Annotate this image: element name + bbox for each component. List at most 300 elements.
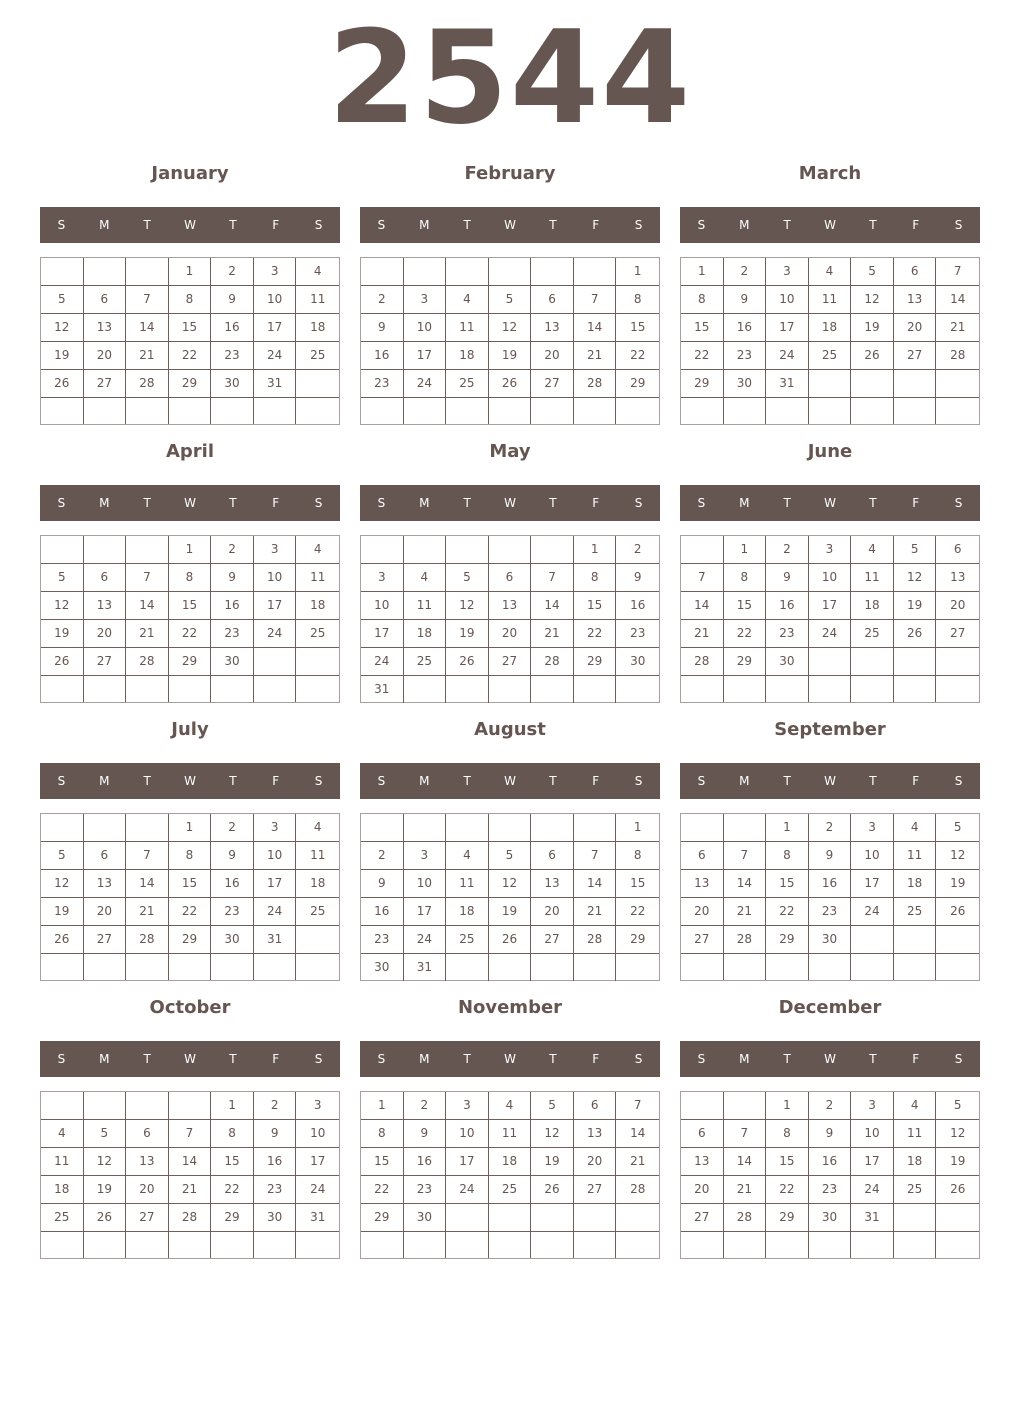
day-cell [489, 954, 532, 981]
weekday-label: S [634, 1052, 643, 1066]
day-cell: 19 [531, 1148, 574, 1176]
day-cell: 8 [616, 842, 659, 870]
day-cell [211, 676, 254, 702]
day-cell: 4 [446, 286, 489, 314]
month-title: December [778, 997, 882, 1018]
day-cell [169, 1092, 212, 1120]
day-cell: 11 [296, 286, 339, 314]
day-grid [680, 535, 980, 703]
day-cell: 15 [616, 314, 659, 342]
day-cell: 20 [84, 342, 127, 370]
day-cell: 10 [851, 1120, 894, 1148]
day-cell: 24 [296, 1176, 339, 1204]
day-cell: 25 [446, 926, 489, 954]
day-cell: 3 [254, 258, 297, 286]
day-cell: 19 [489, 898, 532, 926]
day-cell: 19 [489, 342, 532, 370]
day-cell [574, 1204, 617, 1232]
weekday-label: F [912, 496, 920, 510]
day-cell [84, 954, 127, 980]
day-cell: 4 [41, 1120, 84, 1148]
day-cell: 5 [84, 1120, 127, 1148]
day-cell: 31 [254, 370, 297, 398]
day-cell: 17 [254, 870, 297, 898]
day-cell [254, 648, 297, 676]
day-cell [84, 1092, 127, 1120]
month-title: July [171, 719, 209, 740]
day-cell: 26 [489, 926, 532, 954]
day-cell: 24 [361, 648, 404, 676]
day-cell: 27 [574, 1176, 617, 1204]
day-cell: 24 [254, 342, 297, 370]
day-cell: 3 [446, 1092, 489, 1120]
day-cell: 22 [616, 898, 659, 926]
weekday-label: T [463, 1052, 471, 1066]
weekday-label: W [504, 496, 516, 510]
weekday-label: T [783, 496, 791, 510]
day-cell: 19 [446, 620, 489, 648]
day-cell: 13 [84, 314, 127, 342]
weekday-label: S [954, 496, 963, 510]
weekday-label: T [463, 774, 471, 788]
day-cell: 5 [41, 842, 84, 870]
day-cell: 10 [361, 592, 404, 620]
day-cell: 12 [41, 870, 84, 898]
day-cell [169, 676, 212, 702]
day-cell: 11 [489, 1120, 532, 1148]
day-cell: 28 [126, 648, 169, 676]
day-cell: 29 [616, 926, 659, 954]
day-cell: 21 [126, 342, 169, 370]
day-cell: 14 [126, 870, 169, 898]
month-title: September [774, 719, 886, 740]
day-cell: 22 [724, 620, 767, 648]
day-cell: 14 [724, 870, 767, 898]
day-cell: 15 [724, 592, 767, 620]
day-cell [41, 814, 84, 842]
day-cell: 28 [574, 370, 617, 398]
weekday-header [40, 207, 340, 243]
day-cell: 20 [531, 898, 574, 926]
day-cell: 8 [724, 564, 767, 592]
weekday-label: S [697, 496, 706, 510]
day-cell: 20 [894, 314, 937, 342]
weekday-label: T [463, 218, 471, 232]
weekday-label: M [739, 774, 750, 788]
day-cell: 29 [766, 926, 809, 954]
day-cell [361, 258, 404, 286]
day-cell: 13 [936, 564, 979, 592]
day-cell [531, 676, 574, 703]
day-cell [84, 814, 127, 842]
day-cell [851, 370, 894, 398]
weekday-label: W [504, 774, 516, 788]
day-cell: 18 [894, 870, 937, 898]
day-cell [296, 926, 339, 954]
weekday-label: W [824, 1052, 836, 1066]
day-cell: 31 [254, 926, 297, 954]
day-cell: 7 [724, 1120, 767, 1148]
day-cell [936, 1232, 979, 1258]
day-cell: 28 [169, 1204, 212, 1232]
month-title: October [149, 997, 231, 1018]
day-cell: 16 [254, 1148, 297, 1176]
weekday-label: S [57, 774, 66, 788]
weekday-label: W [824, 218, 836, 232]
day-cell: 1 [616, 258, 659, 286]
day-cell: 8 [681, 286, 724, 314]
day-cell: 25 [41, 1204, 84, 1232]
weekday-label: S [634, 774, 643, 788]
weekday-label: F [272, 774, 280, 788]
day-cell [404, 814, 447, 842]
day-cell: 12 [531, 1120, 574, 1148]
day-cell [724, 814, 767, 842]
day-cell: 8 [211, 1120, 254, 1148]
day-cell: 14 [126, 592, 169, 620]
weekday-label: F [592, 218, 600, 232]
day-cell: 15 [766, 1148, 809, 1176]
day-cell [446, 676, 489, 703]
day-cell: 18 [404, 620, 447, 648]
weekday-header [40, 1041, 340, 1077]
day-cell: 16 [724, 314, 767, 342]
day-cell [936, 648, 979, 676]
weekday-label: F [272, 218, 280, 232]
day-cell: 24 [404, 926, 447, 954]
day-cell: 20 [681, 898, 724, 926]
day-cell [41, 954, 84, 980]
day-cell: 16 [766, 592, 809, 620]
day-cell: 11 [894, 842, 937, 870]
day-cell [84, 1232, 127, 1258]
weekday-label: T [229, 774, 237, 788]
day-cell [616, 1204, 659, 1232]
weekday-label: F [592, 496, 600, 510]
day-cell: 26 [41, 370, 84, 398]
weekday-label: S [314, 774, 323, 788]
month-title: June [807, 441, 853, 462]
month-title: January [151, 163, 229, 184]
day-cell: 15 [169, 592, 212, 620]
day-cell: 26 [851, 342, 894, 370]
day-cell: 11 [894, 1120, 937, 1148]
weekday-label: T [143, 218, 151, 232]
day-cell: 21 [724, 898, 767, 926]
day-cell: 18 [296, 870, 339, 898]
day-cell: 12 [84, 1148, 127, 1176]
day-cell [84, 398, 127, 424]
day-cell: 31 [404, 954, 447, 981]
weekday-label: W [504, 218, 516, 232]
day-cell [446, 398, 489, 424]
day-cell [41, 536, 84, 564]
day-cell [766, 1232, 809, 1258]
month-title: April [165, 441, 215, 462]
day-cell: 29 [574, 648, 617, 676]
weekday-label: T [549, 496, 557, 510]
day-cell: 29 [169, 926, 212, 954]
day-cell: 3 [766, 258, 809, 286]
day-cell: 9 [361, 314, 404, 342]
day-cell: 9 [211, 564, 254, 592]
day-cell [446, 258, 489, 286]
day-cell: 28 [681, 648, 724, 676]
day-cell: 31 [851, 1204, 894, 1232]
day-cell: 13 [894, 286, 937, 314]
day-cell: 11 [296, 842, 339, 870]
day-cell: 22 [169, 898, 212, 926]
day-cell: 26 [84, 1204, 127, 1232]
day-cell [446, 1204, 489, 1232]
day-cell: 30 [766, 648, 809, 676]
weekday-label: M [419, 774, 430, 788]
weekday-label: S [377, 1052, 386, 1066]
day-cell: 3 [404, 842, 447, 870]
day-cell [681, 954, 724, 980]
day-cell [254, 954, 297, 980]
day-cell: 2 [211, 258, 254, 286]
day-cell [126, 814, 169, 842]
weekday-label: W [824, 496, 836, 510]
day-cell: 2 [211, 536, 254, 564]
day-cell: 17 [361, 620, 404, 648]
day-cell: 5 [489, 286, 532, 314]
day-cell: 8 [766, 842, 809, 870]
day-cell: 20 [84, 898, 127, 926]
day-cell: 10 [254, 286, 297, 314]
weekday-label: T [229, 496, 237, 510]
day-cell [296, 676, 339, 702]
weekday-label: F [272, 1052, 280, 1066]
weekday-label: S [57, 1052, 66, 1066]
day-cell: 30 [254, 1204, 297, 1232]
day-cell [574, 258, 617, 286]
day-cell [936, 370, 979, 398]
day-cell: 29 [724, 648, 767, 676]
day-grid [40, 813, 340, 981]
day-cell [84, 258, 127, 286]
day-cell [681, 1092, 724, 1120]
day-cell: 14 [574, 870, 617, 898]
day-cell: 23 [361, 926, 404, 954]
weekday-label: T [143, 496, 151, 510]
day-cell: 17 [254, 592, 297, 620]
weekday-label: M [99, 774, 110, 788]
day-cell: 17 [809, 592, 852, 620]
day-cell: 4 [894, 1092, 937, 1120]
day-cell: 21 [616, 1148, 659, 1176]
day-grid [360, 535, 660, 703]
day-cell [41, 676, 84, 702]
day-cell: 6 [681, 1120, 724, 1148]
day-cell [724, 1092, 767, 1120]
month-title: February [464, 163, 556, 184]
day-cell: 7 [574, 286, 617, 314]
day-cell: 12 [41, 314, 84, 342]
day-cell: 18 [851, 592, 894, 620]
day-cell: 13 [681, 1148, 724, 1176]
day-cell [169, 1232, 212, 1258]
day-cell: 21 [681, 620, 724, 648]
day-cell: 7 [531, 564, 574, 592]
day-cell [809, 648, 852, 676]
day-cell: 12 [851, 286, 894, 314]
day-cell [296, 954, 339, 980]
day-cell [681, 398, 724, 424]
day-cell [894, 648, 937, 676]
day-cell: 16 [211, 592, 254, 620]
day-cell [211, 398, 254, 424]
day-cell: 8 [169, 842, 212, 870]
day-cell: 25 [296, 898, 339, 926]
day-cell: 20 [936, 592, 979, 620]
day-cell: 7 [616, 1092, 659, 1120]
weekday-label: S [954, 774, 963, 788]
weekday-header [360, 1041, 660, 1077]
weekday-label: S [377, 218, 386, 232]
day-cell: 31 [361, 676, 404, 703]
day-cell [404, 398, 447, 424]
day-grid [360, 257, 660, 425]
day-cell [361, 814, 404, 842]
day-cell: 23 [211, 898, 254, 926]
weekday-label: T [783, 774, 791, 788]
day-cell: 28 [126, 370, 169, 398]
day-cell: 20 [84, 620, 127, 648]
day-cell: 5 [41, 564, 84, 592]
day-cell [766, 954, 809, 980]
day-cell: 4 [296, 814, 339, 842]
day-cell: 3 [851, 1092, 894, 1120]
day-cell: 17 [254, 314, 297, 342]
day-cell: 13 [574, 1120, 617, 1148]
day-cell: 21 [936, 314, 979, 342]
day-cell: 17 [404, 898, 447, 926]
weekday-label: S [954, 1052, 963, 1066]
day-cell [489, 1204, 532, 1232]
weekday-label: T [783, 218, 791, 232]
weekday-label: T [869, 774, 877, 788]
day-cell [126, 954, 169, 980]
day-cell: 16 [211, 870, 254, 898]
weekday-label: W [184, 496, 196, 510]
day-cell [809, 676, 852, 702]
day-cell: 15 [681, 314, 724, 342]
day-cell [361, 536, 404, 564]
day-cell: 25 [894, 898, 937, 926]
day-cell [169, 954, 212, 980]
day-cell [41, 1092, 84, 1120]
day-cell [126, 1092, 169, 1120]
day-cell [894, 1232, 937, 1258]
day-cell: 10 [254, 842, 297, 870]
day-cell: 22 [169, 620, 212, 648]
weekday-label: T [549, 774, 557, 788]
day-cell [404, 536, 447, 564]
weekday-label: M [739, 1052, 750, 1066]
day-cell [41, 258, 84, 286]
day-cell: 23 [211, 620, 254, 648]
weekday-label: S [634, 218, 643, 232]
day-cell: 21 [126, 898, 169, 926]
day-cell: 4 [404, 564, 447, 592]
day-cell: 9 [724, 286, 767, 314]
day-cell: 15 [169, 314, 212, 342]
day-cell [531, 258, 574, 286]
day-cell [126, 536, 169, 564]
day-cell: 24 [446, 1176, 489, 1204]
day-cell [254, 676, 297, 702]
day-cell: 1 [211, 1092, 254, 1120]
day-cell: 31 [296, 1204, 339, 1232]
day-cell: 13 [489, 592, 532, 620]
weekday-label: S [954, 218, 963, 232]
weekday-header [360, 485, 660, 521]
month-title: March [798, 163, 862, 184]
day-cell: 4 [489, 1092, 532, 1120]
day-cell: 14 [126, 314, 169, 342]
weekday-label: S [57, 496, 66, 510]
day-cell: 10 [254, 564, 297, 592]
day-cell [531, 1232, 574, 1258]
weekday-label: T [229, 1052, 237, 1066]
day-cell: 6 [84, 564, 127, 592]
day-cell [681, 676, 724, 702]
weekday-label: T [143, 774, 151, 788]
weekday-header [360, 763, 660, 799]
day-cell: 1 [361, 1092, 404, 1120]
day-cell: 30 [361, 954, 404, 981]
day-cell: 7 [936, 258, 979, 286]
day-cell: 30 [616, 648, 659, 676]
day-cell: 9 [809, 842, 852, 870]
day-cell: 2 [211, 814, 254, 842]
day-cell: 19 [936, 1148, 979, 1176]
day-cell: 14 [681, 592, 724, 620]
day-cell [894, 954, 937, 980]
day-cell [84, 676, 127, 702]
day-cell: 25 [296, 342, 339, 370]
day-cell: 3 [809, 536, 852, 564]
day-cell: 1 [766, 1092, 809, 1120]
day-cell: 6 [126, 1120, 169, 1148]
day-cell: 4 [894, 814, 937, 842]
weekday-label: M [419, 1052, 430, 1066]
weekday-label: S [697, 774, 706, 788]
day-cell [531, 1204, 574, 1232]
month-title: May [489, 441, 531, 462]
day-cell: 2 [254, 1092, 297, 1120]
weekday-label: T [869, 496, 877, 510]
day-cell [126, 1232, 169, 1258]
weekday-header [680, 485, 980, 521]
day-cell: 12 [489, 314, 532, 342]
weekday-header [680, 207, 980, 243]
day-cell: 6 [574, 1092, 617, 1120]
day-cell: 19 [41, 898, 84, 926]
day-cell [296, 648, 339, 676]
day-cell: 27 [936, 620, 979, 648]
day-cell: 20 [574, 1148, 617, 1176]
day-cell: 2 [361, 842, 404, 870]
day-cell: 21 [574, 342, 617, 370]
day-cell: 22 [574, 620, 617, 648]
day-cell [851, 398, 894, 424]
weekday-label: S [57, 218, 66, 232]
day-cell [894, 1204, 937, 1232]
day-cell: 12 [489, 870, 532, 898]
